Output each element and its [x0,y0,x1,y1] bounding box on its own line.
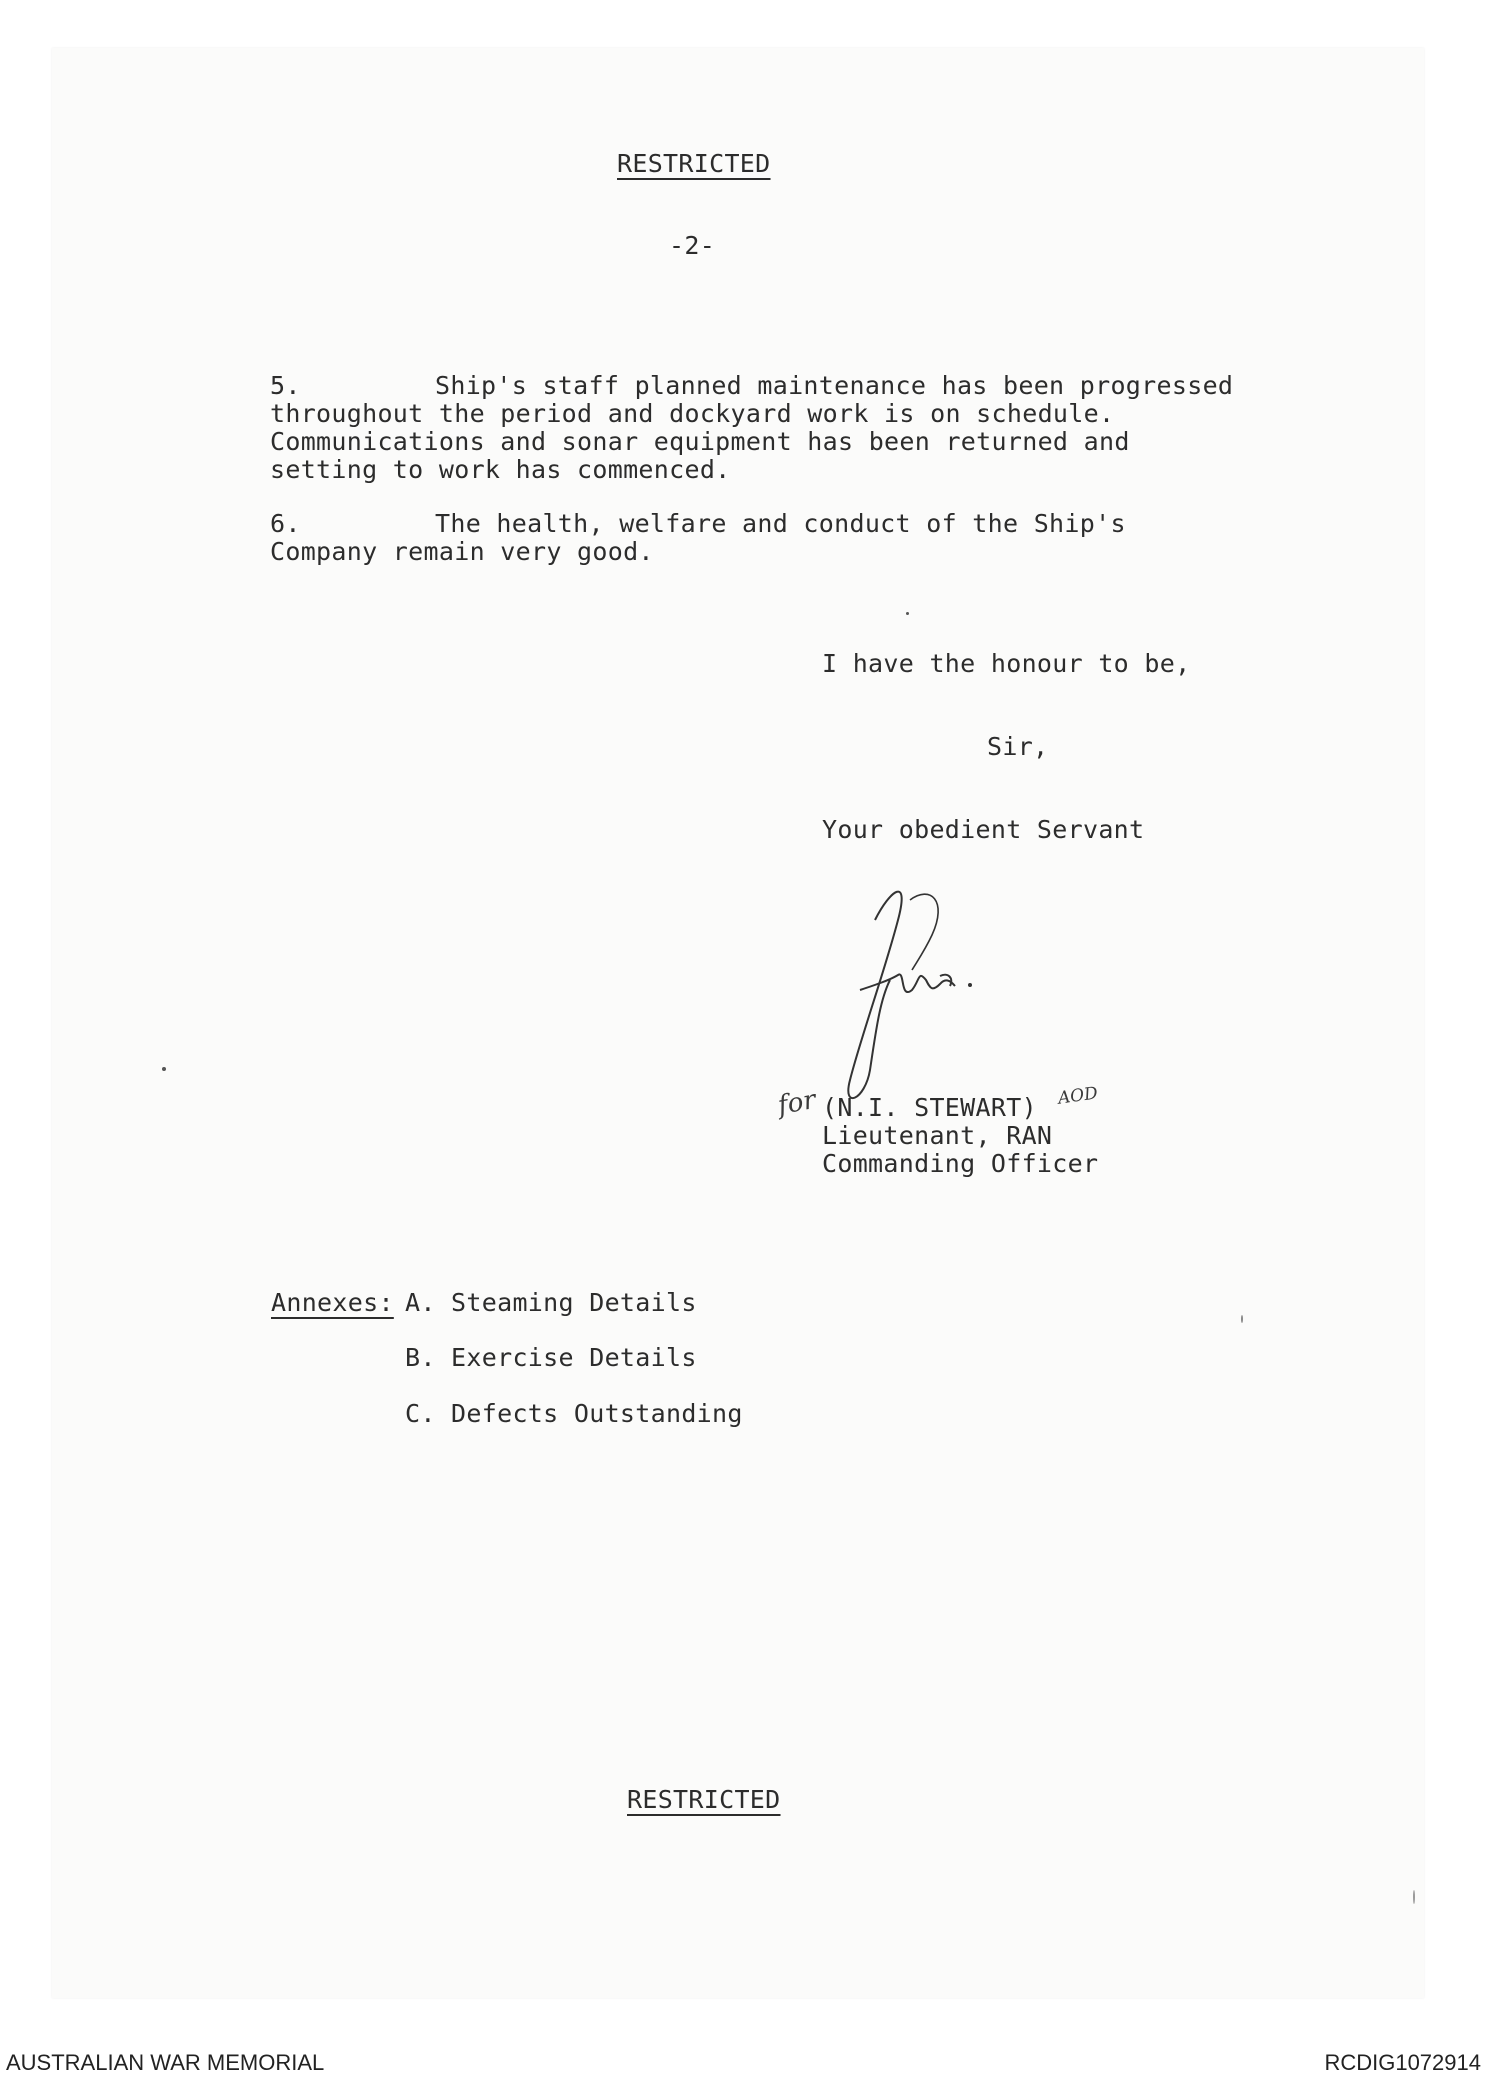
paragraph-line: setting to work has commenced. [270,455,731,484]
paper-speck [906,612,909,615]
handwritten-aod: AOD [1056,1083,1100,1109]
paragraph-number: 6. [270,509,301,538]
paragraph-line: Ship's staff planned maintenance has been progressed [435,371,1234,400]
paper-speck [1413,1890,1415,1904]
paragraph-number: 5. [270,371,301,400]
classification-header: RESTRICTED [617,149,771,178]
signatory-title: Commanding Officer [822,1149,1099,1178]
annex-item: B. Exercise Details [405,1343,697,1372]
paragraph-6 [270,510,1320,566]
paragraph-5 [270,372,1320,484]
paragraph-line: The health, welfare and conduct of the Ship's [435,509,1126,538]
signatory-name: (N.I. STEWART) [822,1093,1037,1122]
closing-line-sir: Sir, [987,732,1049,761]
signatory-rank: Lieutenant, RAN [822,1121,1053,1150]
classification-footer: RESTRICTED [627,1785,781,1814]
handwritten-for: for [775,1084,819,1122]
paragraph-line: Communications and sonar equipment has been returned and [270,427,1130,456]
archive-footer-left: AUSTRALIAN WAR MEMORIAL [6,2050,325,2075]
closing-line-honour: I have the honour to be, [822,649,1191,678]
page-number: -2- [669,231,716,260]
annexes-label: Annexes: [271,1288,394,1317]
paragraph-line: throughout the period and dockyard work is on schedule. [270,399,1115,428]
closing-line-servant: Your obedient Servant [822,815,1145,844]
archive-footer-right: RCDIG1072914 [1324,2050,1481,2075]
annex-item: A. Steaming Details [405,1288,697,1317]
paper-speck [162,1067,166,1071]
paper-speck [1241,1315,1243,1323]
paragraph-line: Company remain very good. [270,537,654,566]
annex-item: C. Defects Outstanding [405,1399,743,1428]
document-page [52,48,1424,1998]
